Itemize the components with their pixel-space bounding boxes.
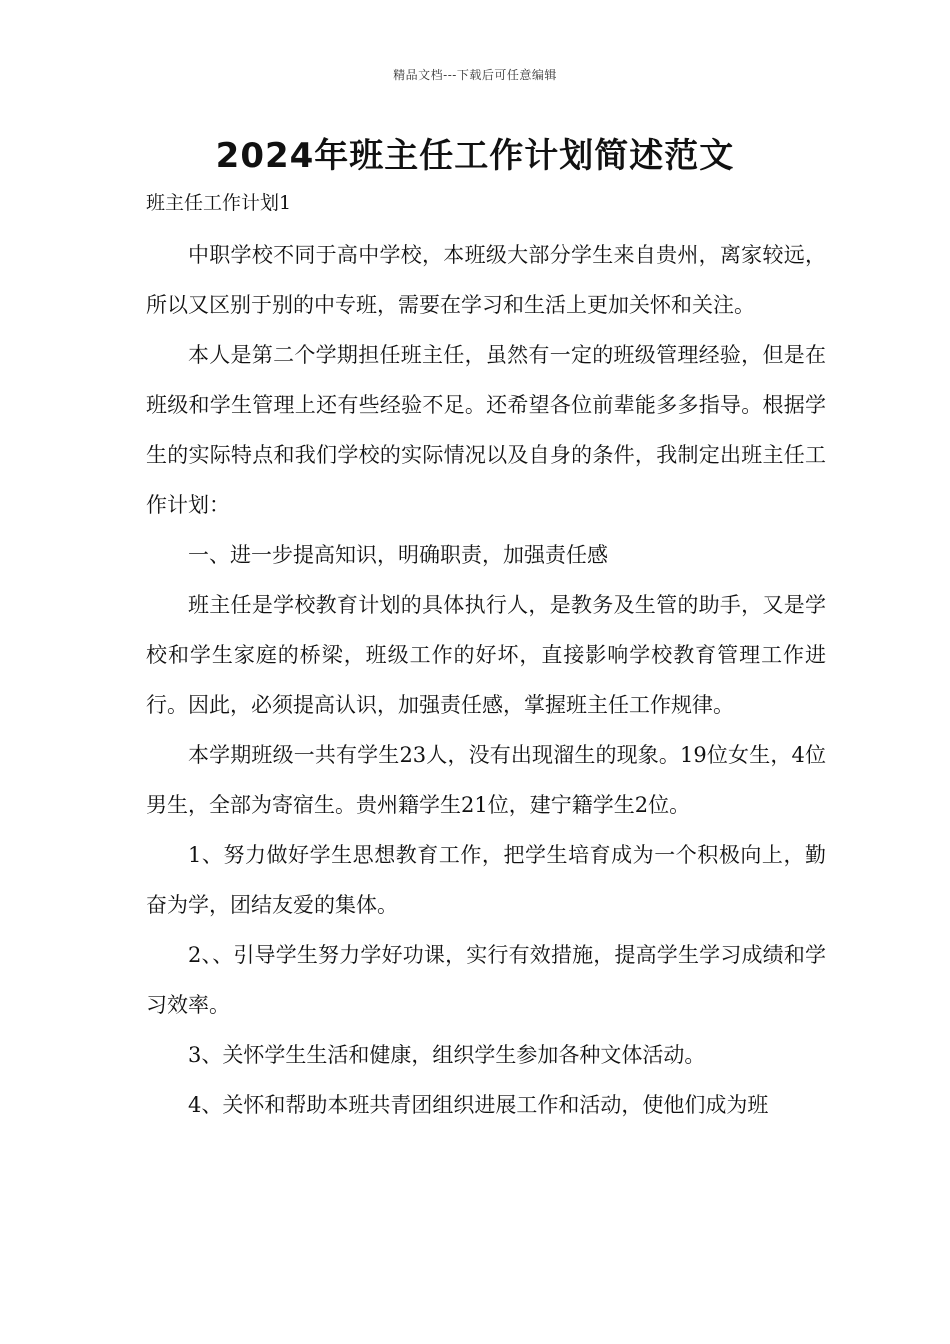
list-item: 2、、引导学生努力学好功课，实行有效措施，提高学生学习成绩和学习效率。: [146, 943, 826, 1017]
paragraph: 本学期班级一共有学生23人，没有出现溜生的现象。19位女生，4位男生，全部为寄宿生。贵州籍学生21位，建宁籍学生2位。: [146, 743, 826, 817]
page-header: 精品文档---下载后可任意编辑: [393, 68, 557, 82]
list-item: 4、关怀和帮助本班共青团组织进展工作和活动，使他们成为班: [188, 1093, 769, 1117]
list-item: 3、关怀学生生活和健康，组织学生参加各种文体活动。: [188, 1043, 706, 1067]
list-item: 1、努力做好学生思想教育工作，把学生培育成为一个积极向上，勤奋为学，团结友爱的集体。: [146, 843, 826, 917]
section-subtitle: 班主任工作计划1: [146, 192, 292, 214]
document-body: [146, 230, 826, 1130]
paragraph: 班主任是学校教育计划的具体执行人，是教务及生管的助手，又是学校和学生家庭的桥梁，班级工作的好坏，直接影响学校教育管理工作进行。因此，必须提高认识，加强责任感，掌握班主任工作规律。: [146, 593, 826, 717]
document-title: 2024年班主任工作计划简述范文: [215, 136, 735, 176]
paragraph: 本人是第二个学期担任班主任，虽然有一定的班级管理经验，但是在班级和学生管理上还有些经验不足。还希望各位前辈能多多指导。根据学生的实际特点和我们学校的实际情况以及自身的条件，我制定出班主任工作计划：: [146, 343, 826, 517]
paragraph: 中职学校不同于高中学校，本班级大部分学生来自贵州，离家较远，所以又区别于别的中专班，需要在学习和生活上更加关怀和关注。: [146, 243, 826, 317]
section-heading: 一、进一步提高知识，明确职责，加强责任感: [188, 543, 608, 567]
